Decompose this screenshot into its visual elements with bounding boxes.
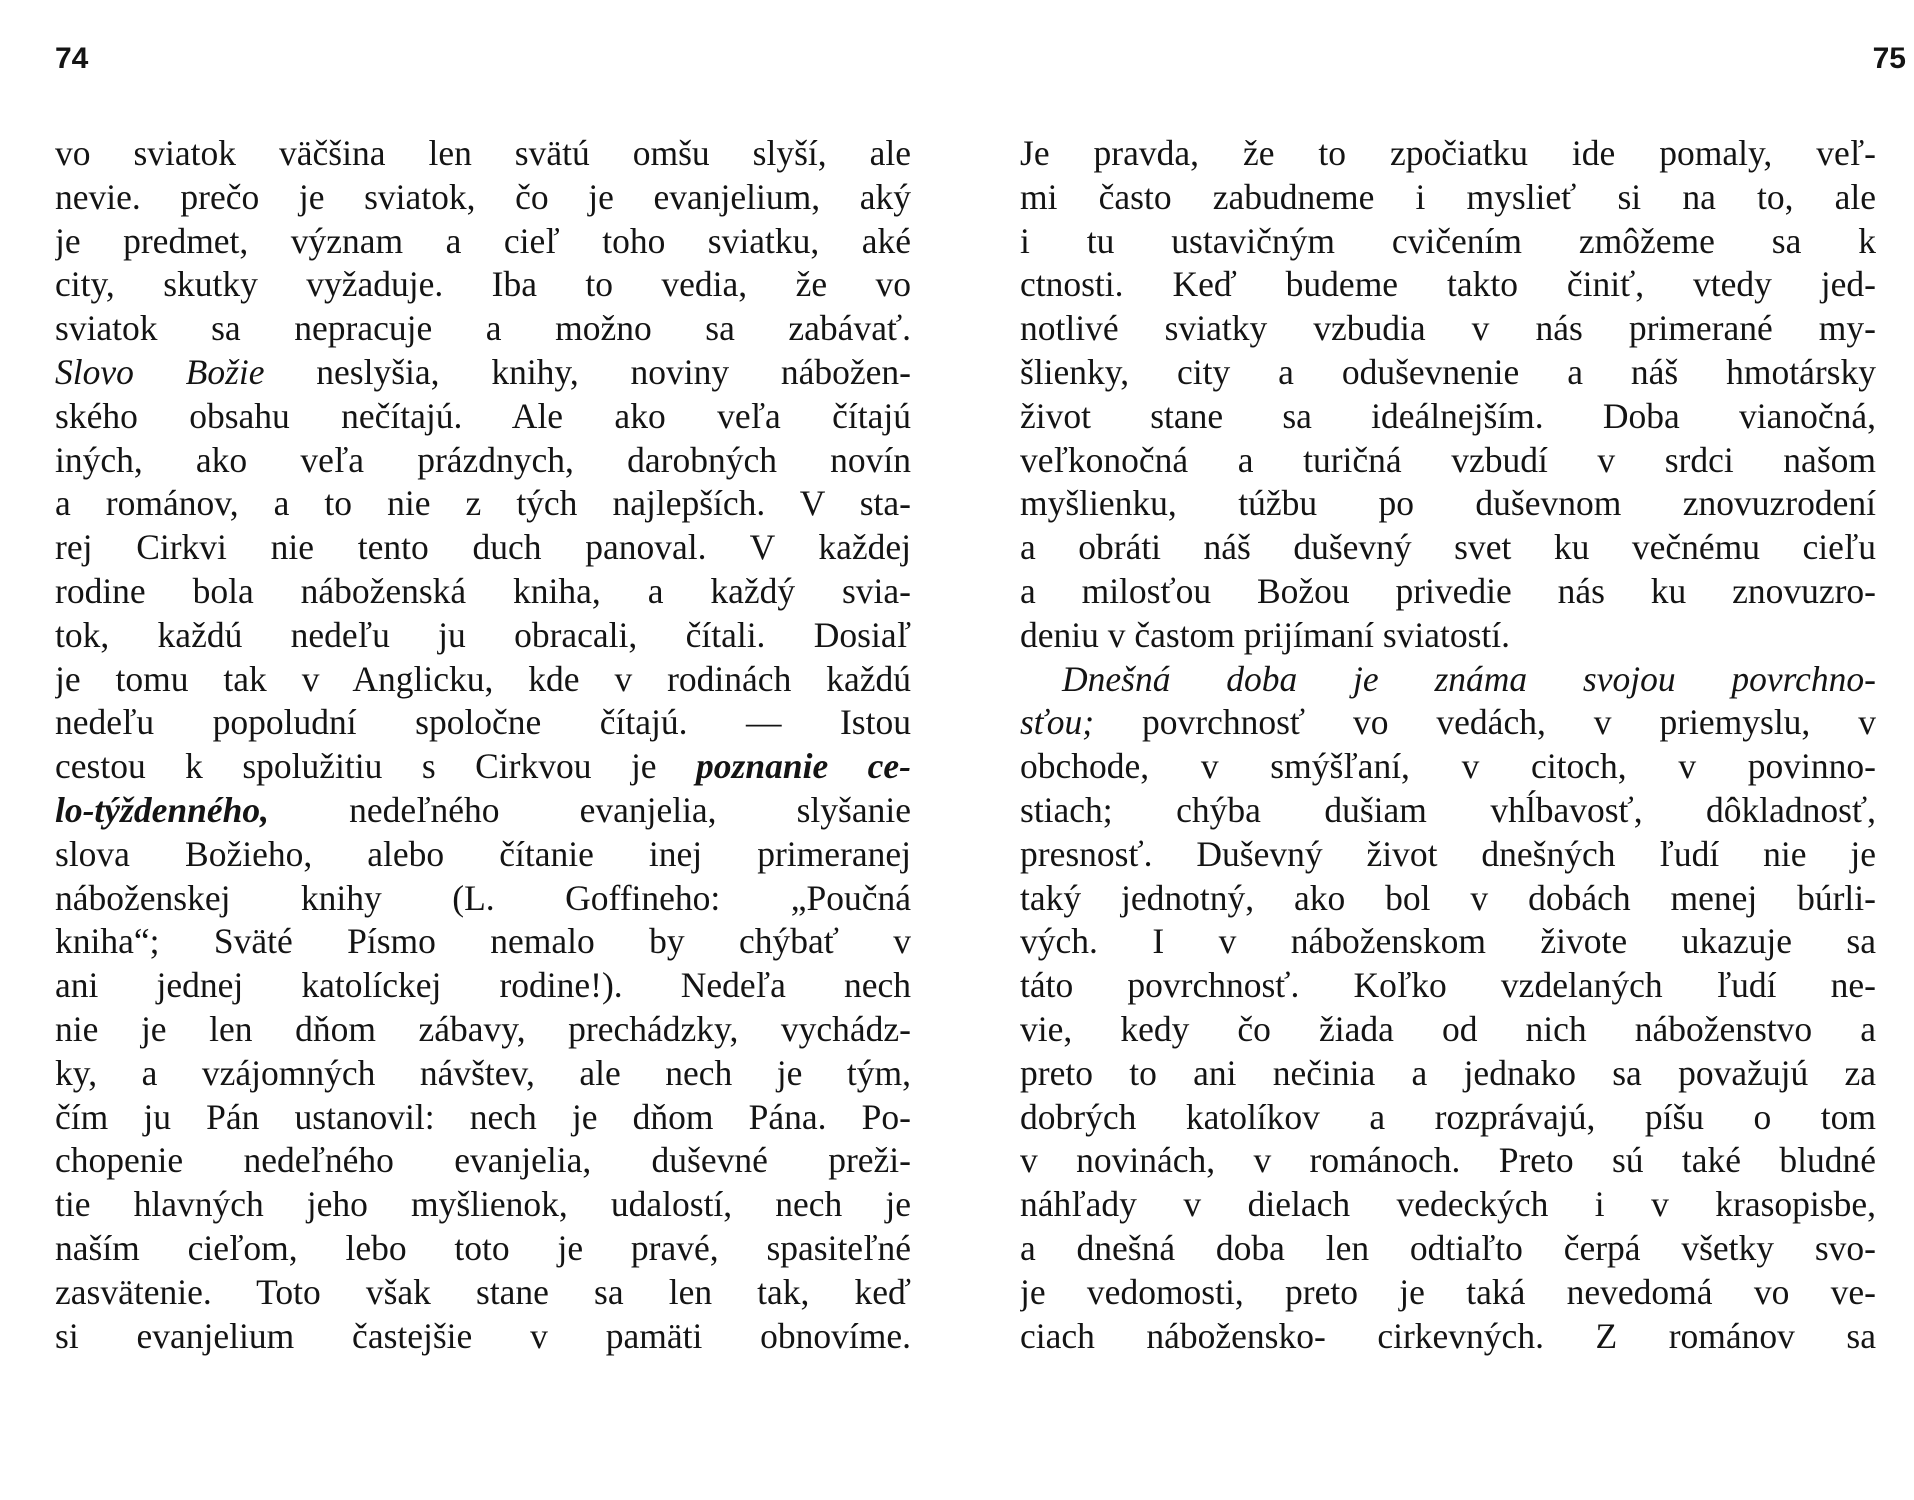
text-line: ani jednej katolíckej rodine!). Nedeľa nech — [55, 965, 911, 1006]
text-line: tok, každú nedeľu ju obracali, čítali. Dosiaľ — [55, 614, 911, 655]
text-line: v novinách, v románoch. Preto sú také bludné — [1020, 1140, 1876, 1181]
text-line: rej Cirkvi nie tento duch panoval. V každej — [55, 527, 911, 568]
text-line: Je pravda, že to zpočiatku ide pomaly, veľ- — [1020, 133, 1876, 173]
page-number-left: 74 — [55, 42, 89, 75]
text-line: mi často zabudneme i myslieť si na to, ale — [1020, 176, 1876, 217]
text-line: ky, a vzájomných návštev, ale nech je tým, — [55, 1052, 911, 1093]
line-rest: nedeľného evanjelia, slyšanie — [349, 789, 911, 830]
text-line: myšlienku, túžbu po duševnom znovuzrodení — [1020, 483, 1876, 524]
text-line: stiach; chýba dušiam vhĺbavosť, dôkladnosť, — [1020, 789, 1876, 830]
text-line: obchode, v smýšľaní, v citoch, v povinno- — [1020, 746, 1876, 787]
right-page — [1020, 0, 1906, 1500]
text-line: i tu ustavičným cvičením zmôžeme sa k — [1020, 220, 1876, 261]
text-line: deniu v častom prijímaní sviatostí. — [1020, 614, 1511, 655]
text-line — [55, 789, 911, 833]
text-line: kniha“; Sväté Písmo nemalo by chýbať v — [55, 921, 911, 962]
text-line: zasvätenie. Toto však stane sa len tak, keď — [55, 1271, 911, 1312]
text-line: nedeľu popoludní spoločne čítajú. — Istou — [55, 702, 911, 743]
emphasis-povrchnost: sťou; — [1020, 702, 1095, 743]
right-page-text — [1020, 132, 1876, 1358]
text-line: život stane sa ideálnejším. Doba vianočná, — [1020, 395, 1876, 436]
text-line: je predmet, význam a cieľ toho sviatku, aké — [55, 220, 911, 261]
emphasis-tyzdenneho: lo-týždenného, — [55, 789, 269, 830]
line-rest: povrchnosť vo vedách, v priemyslu, v — [1142, 702, 1876, 743]
text-line: preto to ani nečinia a jednako sa považujú za — [1020, 1052, 1876, 1093]
text-line: vo sviatok väčšina len svätú omšu slyší, ale — [55, 133, 911, 173]
text-line: a milosťou Božou privedie nás ku znovuzro- — [1020, 570, 1876, 611]
text-line: a dnešná doba len odtiaľto čerpá všetky svo- — [1020, 1227, 1876, 1268]
text-line: chopenie nedeľného evanjelia, duševné preži- — [55, 1140, 911, 1181]
text-line: a románov, a to nie z tých najlepších. V sta- — [55, 483, 911, 524]
text-line — [55, 351, 911, 395]
line-start: cestou k spolužitiu s Cirkvou je — [55, 746, 657, 787]
text-line: náhľady v dielach vedeckých i v krasopisbe, — [1020, 1184, 1876, 1225]
page-number-right: 75 — [1872, 42, 1906, 75]
text-line: nevie. prečo je sviatok, čo je evanjelium, aký — [55, 176, 911, 217]
line-rest: neslyšia, knihy, noviny nábožen- — [316, 351, 911, 392]
text-line: notlivé sviatky vzbudia v nás primerané my- — [1020, 308, 1876, 349]
left-page — [55, 0, 935, 1500]
text-line: slova Božieho, alebo čítanie inej primeranej — [55, 833, 911, 874]
text-line: náboženskej knihy (L. Goffineho: „Poučná — [55, 877, 911, 918]
text-line: tie hlavných jeho myšlienok, udalostí, nech je — [55, 1184, 911, 1225]
text-line: rodine bola náboženská kniha, a každý svia- — [55, 570, 911, 611]
text-line: sviatok sa nepracuje a možno sa zabávať. — [55, 308, 911, 349]
text-line: taký jednotný, ako bol v dobách menej búrli- — [1020, 877, 1876, 918]
text-line: iných, ako veľa prázdnych, darobných novín — [55, 439, 911, 480]
text-line — [55, 745, 911, 789]
text-line: ctnosti. Keď budeme takto činiť, vtedy jed- — [1020, 264, 1876, 305]
text-line: presnosť. Duševný život dnešných ľudí nie je — [1020, 833, 1876, 874]
text-line: je vedomosti, preto je taká nevedomá vo ve- — [1020, 1271, 1876, 1312]
text-line: šlienky, city a oduševnenie a náš hmotársky — [1020, 351, 1876, 392]
text-line: veľkonočná a turičná vzbudí v srdci našom — [1020, 439, 1876, 480]
text-line: dobrých katolíkov a rozprávajú, píšu o tom — [1020, 1096, 1876, 1137]
text-line: je tomu tak v Anglicku, kde v rodinách každú — [55, 658, 911, 699]
text-line — [1020, 701, 1876, 745]
text-line: city, skutky vyžaduje. Iba to vedia, že vo — [55, 264, 911, 305]
text-line: čím ju Pán ustanovil: nech je dňom Pána. Po- — [55, 1096, 911, 1137]
text-line: Dnešná doba je známa svojou povrchno- — [1062, 658, 1876, 699]
text-line: ského obsahu nečítajú. Ale ako veľa čítajú — [55, 395, 911, 436]
text-line: si evanjelium častejšie v pamäti obnovíme. — [55, 1315, 911, 1356]
text-line: nie je len dňom zábavy, prechádzky, vychádz- — [55, 1008, 911, 1049]
text-line: vých. I v náboženskom živote ukazuje sa — [1020, 921, 1876, 962]
text-line: táto povrchnosť. Koľko vzdelaných ľudí ne- — [1020, 965, 1876, 1006]
left-page-text — [55, 132, 911, 1358]
emphasis-slovo-bozie: Slovo Božie — [55, 351, 265, 392]
text-line: a obráti náš duševný svet ku večnému cieľu — [1020, 527, 1876, 568]
emphasis-poznanie: poznanie ce- — [696, 746, 911, 787]
text-line: ciach nábožensko- cirkevných. Z románov sa — [1020, 1315, 1876, 1356]
text-line: vie, kedy čo žiada od nich náboženstvo a — [1020, 1008, 1876, 1049]
text-line: naším cieľom, lebo toto je pravé, spasiteľné — [55, 1227, 911, 1268]
